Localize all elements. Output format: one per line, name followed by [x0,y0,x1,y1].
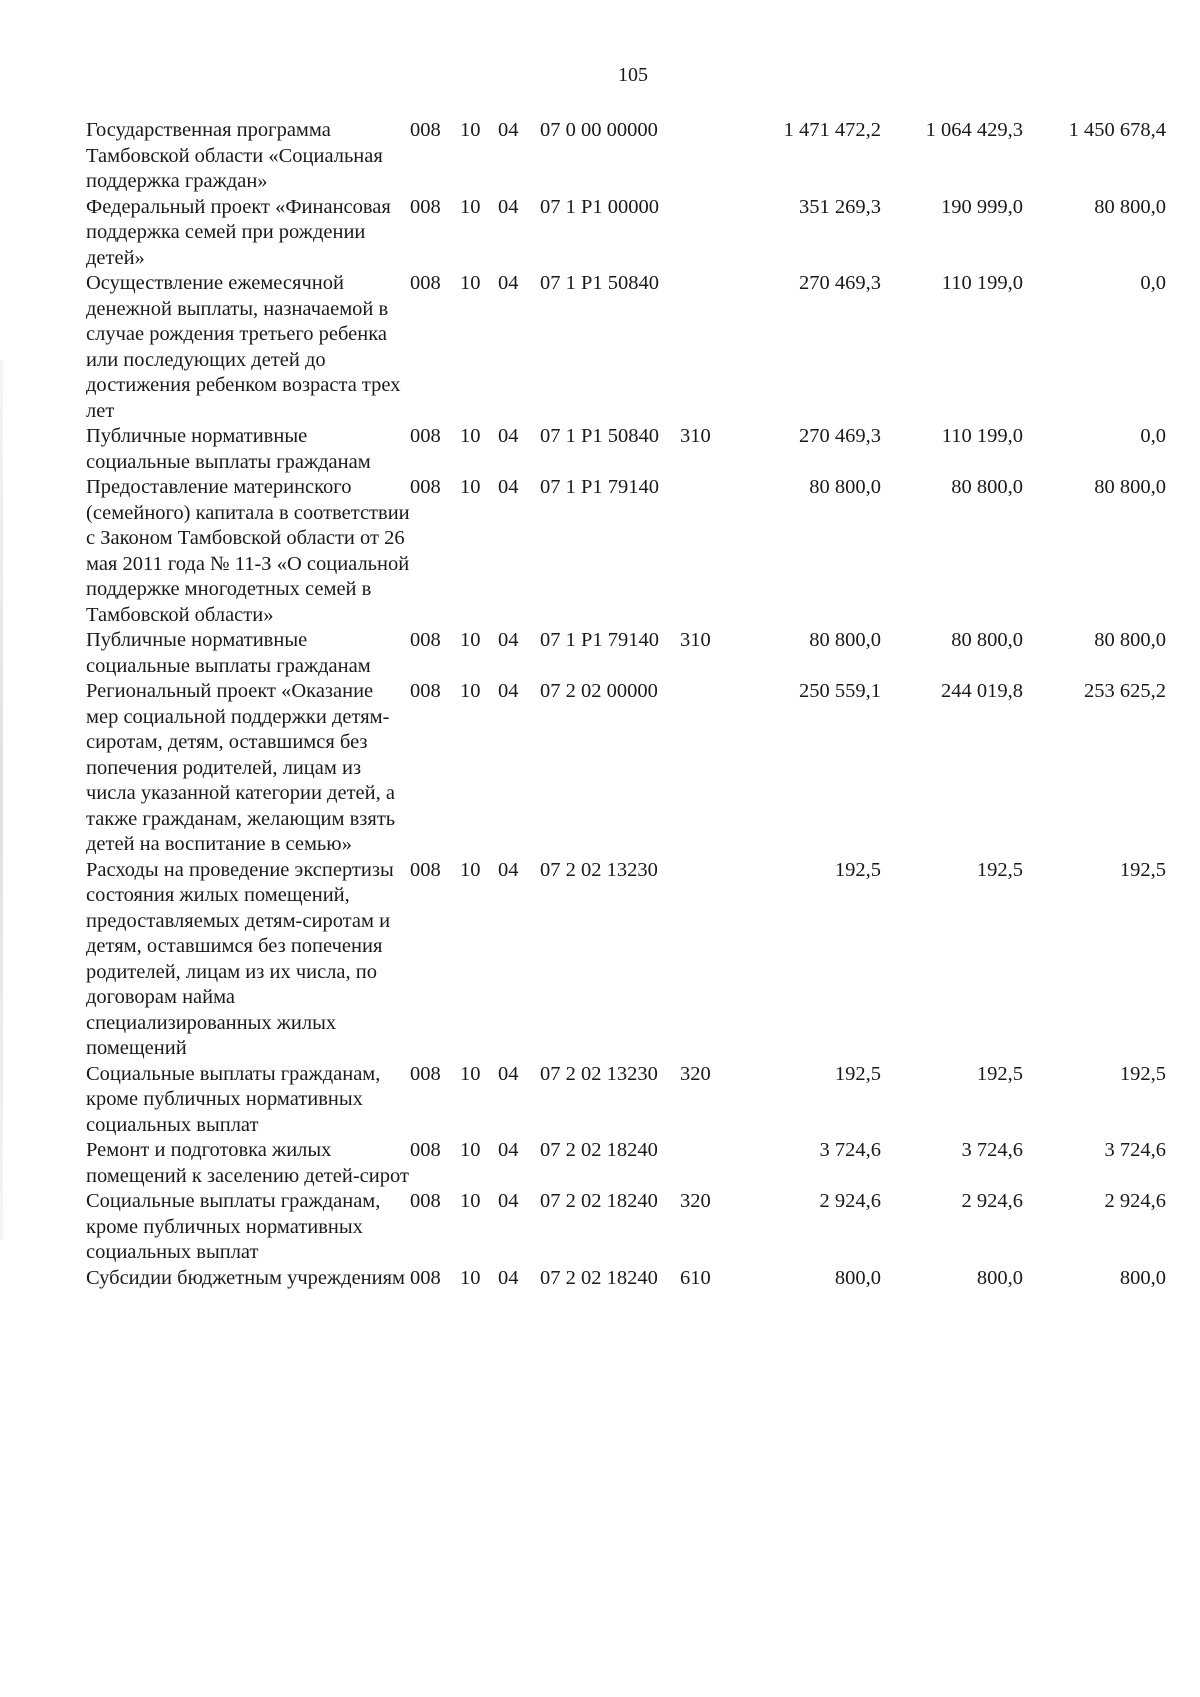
row-expense-type: 310 [680,629,711,651]
row-amount-year1: 2 924,6 [819,1190,881,1212]
row-grbs: 008 [410,272,441,294]
row-grbs: 008 [410,629,441,651]
row-amount-year1: 351 269,3 [799,195,881,218]
row-amount-year2: 80 800,0 [951,476,1023,498]
table-row [86,858,1166,1062]
table-row [86,1266,1166,1292]
row-target-article: 07 2 02 18240 [540,1266,658,1289]
row-section: 10 [460,1190,481,1212]
budget-table-body [86,118,1166,1291]
row-name: Публичные нормативные социальные выплаты гражданам [86,629,371,677]
row-amount-year1: 250 559,1 [799,680,881,702]
row-amount-year2: 110 199,0 [941,425,1023,447]
row-target-article: 07 0 00 00000 [540,119,658,141]
row-amount-year2: 800,0 [976,1266,1023,1289]
row-target-article: 07 2 02 18240 [540,1190,658,1212]
row-amount-year3: 253 625,2 [1084,680,1166,702]
row-expense-type: 310 [680,425,711,447]
table-row [86,195,1166,272]
row-expense-type: 320 [680,1190,711,1212]
row-target-article: 07 1 P1 79140 [540,476,660,498]
row-expense-type: 610 [680,1266,711,1289]
row-expense-type [680,679,736,858]
row-name: Региональный проект «Оказание мер социальной поддержки детям-сиротам, детям, оставшимся без попечения родителей, лицам из числа указанной категории детей, а также гражданам, желающим взять детей на воспитание в семью» [86,680,396,855]
row-subsection: 04 [498,272,519,294]
row-amount-year3: 0,0 [1140,425,1166,447]
row-amount-year3: 0,0 [1140,272,1166,294]
row-amount-year1: 1 471 472,2 [783,119,881,141]
row-name: Федеральный проект «Финансовая поддержка семей при рождении детей» [86,195,391,269]
row-target-article: 07 2 02 00000 [540,680,658,702]
row-grbs: 008 [410,195,441,218]
row-section: 10 [460,680,481,702]
row-amount-year1: 80 800,0 [809,629,881,651]
row-target-article: 07 1 P1 50840 [540,425,660,447]
row-name: Предоставление материнского (семейного) капитала в соответствии с Законом Тамбовской области от 26 мая 2011 года № 11-З «О социальной поддержке многодетных семей в Тамбовской области» [86,476,410,626]
row-name: Ремонт и подготовка жилых помещений к заселению детей-сирот [86,1139,409,1187]
row-section: 10 [460,195,481,218]
row-amount-year2: 110 199,0 [941,272,1023,294]
row-target-article: 07 2 02 13230 [540,858,658,881]
row-amount-year1: 80 800,0 [809,476,881,498]
row-amount-year2: 192,5 [976,858,1023,881]
row-name: Расходы на проведение экспертизы состояния жилых помещений, предоставляемых детям-сиротам и детям, оставшимся без попечения родителей, лицам из их числа, по договорам найма специализированных жилых помещений [86,858,394,1059]
row-target-article: 07 1 P1 00000 [540,195,660,218]
row-amount-year2: 244 019,8 [941,680,1023,702]
row-amount-year3: 800,0 [1119,1266,1166,1289]
row-grbs: 008 [410,680,441,702]
row-grbs: 008 [410,1190,441,1212]
row-section: 10 [460,1266,481,1289]
row-grbs: 008 [410,425,441,447]
row-amount-year2: 3 724,6 [961,1139,1023,1161]
row-expense-type: 320 [680,1062,711,1085]
row-target-article: 07 2 02 18240 [540,1139,658,1161]
row-target-article: 07 2 02 13230 [540,1062,658,1085]
row-amount-year2: 190 999,0 [941,195,1023,218]
row-amount-year3: 80 800,0 [1094,195,1166,218]
row-expense-type [680,118,736,195]
row-expense-type [680,1138,736,1189]
row-amount-year1: 192,5 [834,1062,881,1085]
row-expense-type [680,195,736,272]
row-section: 10 [460,629,481,651]
row-target-article: 07 1 P1 50840 [540,272,660,294]
row-name: Осуществление ежемесячной денежной выплаты, назначаемой в случае рождения третьего ребенка или последующих детей до достижения ребенком возраста трех лет [86,272,401,422]
row-section: 10 [460,425,481,447]
row-target-article: 07 1 P1 79140 [540,629,660,651]
row-grbs: 008 [410,476,441,498]
row-amount-year3: 80 800,0 [1094,629,1166,651]
row-section: 10 [460,1062,481,1085]
row-grbs: 008 [410,1266,441,1289]
row-subsection: 04 [498,425,519,447]
row-section: 10 [460,476,481,498]
row-section: 10 [460,272,481,294]
row-name: Субсидии бюджетным учреждениям [86,1266,406,1289]
row-amount-year1: 800,0 [834,1266,881,1289]
row-amount-year2: 2 924,6 [961,1190,1023,1212]
row-amount-year1: 192,5 [834,858,881,881]
row-subsection: 04 [498,858,519,881]
row-amount-year3: 3 724,6 [1104,1139,1166,1161]
row-grbs: 008 [410,858,441,881]
row-section: 10 [460,119,481,141]
row-expense-type [680,858,736,1062]
table-row [86,424,1166,475]
row-amount-year2: 80 800,0 [951,629,1023,651]
table-row [86,1189,1166,1266]
table-row [86,1062,1166,1139]
table-row [86,118,1166,195]
row-subsection: 04 [498,195,519,218]
row-section: 10 [460,858,481,881]
row-subsection: 04 [498,1190,519,1212]
row-amount-year3: 1 450 678,4 [1068,119,1166,141]
table-row [86,271,1166,424]
row-subsection: 04 [498,1139,519,1161]
row-grbs: 008 [410,1062,441,1085]
row-amount-year2: 1 064 429,3 [925,119,1023,141]
row-expense-type [680,271,736,424]
row-amount-year3: 80 800,0 [1094,476,1166,498]
row-section: 10 [460,1139,481,1161]
row-grbs: 008 [410,119,441,141]
page-number: 105 [618,64,648,86]
table-row [86,1138,1166,1189]
table-row [86,679,1166,858]
row-amount-year3: 2 924,6 [1104,1190,1166,1212]
row-subsection: 04 [498,119,519,141]
table-row [86,628,1166,679]
row-name: Публичные нормативные социальные выплаты гражданам [86,425,371,473]
row-subsection: 04 [498,1266,519,1289]
row-expense-type [680,475,736,628]
row-amount-year1: 3 724,6 [819,1139,881,1161]
row-amount-year1: 270 469,3 [799,272,881,294]
row-subsection: 04 [498,680,519,702]
row-subsection: 04 [498,1062,519,1085]
budget-table [86,118,1166,1291]
row-name: Социальные выплаты гражданам, кроме публичных нормативных социальных выплат [86,1190,381,1263]
row-subsection: 04 [498,629,519,651]
row-subsection: 04 [498,476,519,498]
row-grbs: 008 [410,1139,441,1161]
row-name: Государственная программа Тамбовской области «Социальная поддержка граждан» [86,119,383,192]
table-row [86,475,1166,628]
row-amount-year2: 192,5 [976,1062,1023,1085]
row-amount-year3: 192,5 [1119,1062,1166,1085]
scan-edge-mark [0,360,3,1240]
row-amount-year3: 192,5 [1119,858,1166,881]
row-name: Социальные выплаты гражданам, кроме публичных нормативных социальных выплат [86,1062,381,1136]
row-amount-year1: 270 469,3 [799,425,881,447]
